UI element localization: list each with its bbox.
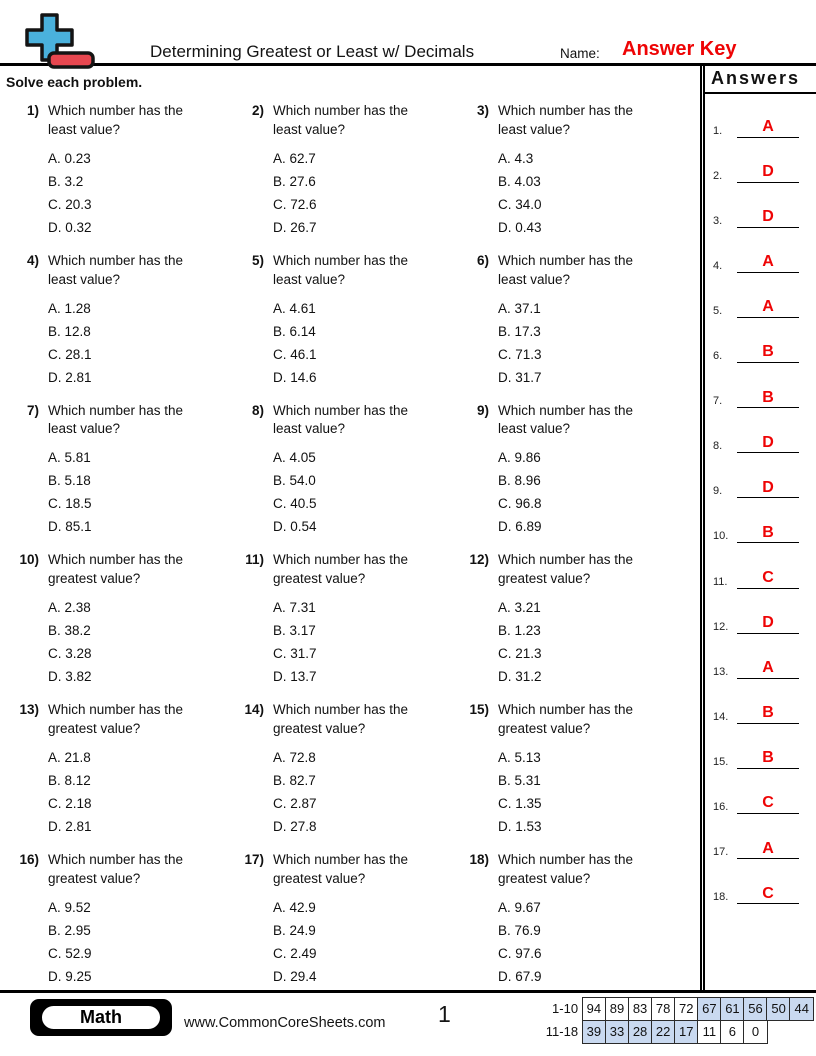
name-label: Name: — [560, 46, 600, 61]
question-grid — [0, 90, 700, 988]
answer-number: 5. — [713, 304, 723, 317]
option-a: A. 9.67 — [498, 899, 541, 915]
question-number: 4) — [26, 252, 39, 268]
question-body — [498, 701, 656, 838]
answer-item — [713, 614, 816, 634]
grading-cell: 83 — [628, 997, 653, 1021]
question-body — [498, 102, 656, 239]
option-d: D. 6.89 — [498, 519, 542, 535]
grading-cell: 89 — [605, 997, 630, 1021]
question — [458, 102, 683, 239]
option-d: D. 2.81 — [48, 818, 92, 834]
answer-letter: B — [737, 524, 799, 544]
answer-letter: D — [737, 163, 799, 183]
answer-list — [705, 94, 816, 930]
question-number: 5) — [251, 252, 264, 268]
question-prompt: Which number has the least value? — [48, 103, 184, 137]
option-c: C. 97.6 — [498, 945, 542, 961]
option-c: C. 3.28 — [48, 646, 92, 662]
answer-item — [713, 298, 816, 318]
question-options — [273, 596, 431, 688]
grading-cell: 56 — [743, 997, 768, 1021]
option-d: D. 13.7 — [273, 669, 317, 685]
question — [458, 851, 683, 988]
answer-item — [713, 163, 816, 183]
question-options — [48, 746, 206, 838]
question-number: 16) — [19, 851, 39, 867]
grading-cell: 44 — [789, 997, 814, 1021]
grading-cell: 39 — [582, 1020, 607, 1044]
option-b: B. 3.17 — [273, 623, 316, 639]
grading-row-1-cells — [583, 997, 814, 1021]
option-d: D. 2.81 — [48, 369, 92, 385]
question-body — [273, 701, 431, 838]
answer-item — [713, 118, 816, 138]
instructions: Solve each problem. — [6, 74, 143, 90]
option-c: C. 20.3 — [48, 196, 92, 212]
grading-cell: 6 — [720, 1020, 745, 1044]
answers-column — [700, 66, 816, 990]
questions-area — [0, 66, 700, 990]
question-number: 9) — [476, 402, 489, 418]
question — [233, 252, 458, 389]
answer-number: 7. — [713, 395, 723, 408]
question-number: 7) — [26, 402, 39, 418]
option-b: B. 12.8 — [48, 323, 91, 339]
question-prompt: Which number has the greatest value? — [498, 702, 634, 737]
option-b: B. 1.23 — [498, 623, 541, 639]
grading-cell: 61 — [720, 997, 745, 1021]
question-prompt: Which number has the least value? — [273, 252, 409, 287]
subject-badge — [30, 999, 172, 1036]
option-c: C. 2.18 — [48, 795, 92, 811]
question-number: 15) — [469, 702, 489, 718]
answers-title: Answers — [705, 66, 816, 94]
option-d: D. 85.1 — [48, 519, 92, 535]
question-options — [498, 147, 656, 239]
answer-letter: A — [737, 659, 799, 679]
grading-table — [537, 997, 814, 1044]
answer-item — [713, 885, 816, 905]
answer-letter: C — [737, 569, 799, 589]
option-d: D. 0.54 — [273, 519, 317, 535]
option-c: C. 28.1 — [48, 346, 92, 362]
option-d: D. 0.32 — [48, 219, 92, 235]
answer-letter: C — [737, 885, 799, 905]
option-b: B. 82.7 — [273, 772, 316, 788]
option-d: D. 14.6 — [273, 369, 317, 385]
question — [458, 402, 683, 539]
question — [233, 402, 458, 539]
grading-cell: 22 — [651, 1020, 676, 1044]
answer-letter: D — [737, 614, 799, 634]
question — [458, 701, 683, 838]
question-options — [48, 446, 206, 538]
plus-minus-logo-svg — [16, 12, 96, 70]
option-a: A. 21.8 — [48, 749, 91, 765]
question-prompt: Which number has the least value? — [498, 103, 634, 137]
answer-letter: B — [737, 389, 799, 409]
option-a: A. 5.81 — [48, 450, 91, 466]
answer-letter: A — [737, 118, 799, 138]
option-b: B. 38.2 — [48, 623, 91, 639]
answer-number: 13. — [713, 665, 729, 678]
option-c: C. 96.8 — [498, 496, 542, 512]
question-options — [498, 596, 656, 688]
question-number: 18) — [469, 851, 489, 867]
grading-cell: 78 — [651, 997, 676, 1021]
option-a: A. 5.13 — [498, 749, 541, 765]
option-d: D. 29.4 — [273, 968, 317, 984]
page-title: Determining Greatest or Least w/ Decimals — [150, 42, 475, 61]
option-a: A. 37.1 — [498, 300, 541, 316]
subject-badge-label: Math — [40, 1004, 162, 1031]
question-number: 3) — [476, 103, 489, 118]
plus-minus-logo-icon — [16, 12, 96, 75]
answer-key-label: Answer Key — [622, 38, 737, 60]
question-number: 14) — [244, 702, 264, 718]
question — [233, 102, 458, 239]
answer-letter: D — [737, 208, 799, 228]
question-body — [48, 402, 206, 539]
grading-row-1-label: 1-10 — [552, 1001, 579, 1016]
question-prompt: Which number has the least value? — [48, 402, 184, 437]
option-b: B. 24.9 — [273, 922, 316, 938]
question-options — [273, 746, 431, 838]
question-options — [273, 446, 431, 538]
question-prompt: Which number has the least value? — [273, 103, 409, 137]
option-a: A. 0.23 — [48, 150, 91, 166]
option-b: B. 8.12 — [48, 772, 91, 788]
question-body — [273, 102, 431, 239]
option-b: B. 5.18 — [48, 473, 91, 489]
question-prompt: Which number has the greatest value? — [498, 552, 634, 587]
answer-item — [713, 208, 816, 228]
question-options — [273, 297, 431, 389]
grading-row-2 — [537, 1020, 814, 1044]
option-b: B. 4.03 — [498, 173, 541, 189]
question-prompt: Which number has the least value? — [273, 402, 409, 437]
grading-cell: 50 — [766, 997, 791, 1021]
question-number: 1) — [26, 103, 39, 118]
header — [0, 0, 816, 66]
answer-letter: A — [737, 840, 799, 860]
question — [8, 102, 233, 239]
option-a: A. 2.38 — [48, 600, 91, 616]
question-prompt: Which number has the least value? — [498, 402, 634, 437]
option-b: B. 17.3 — [498, 323, 541, 339]
answer-number: 4. — [713, 259, 723, 272]
question-number: 10) — [19, 552, 39, 568]
footer — [0, 990, 816, 1056]
website-url: www.CommonCoreSheets.com — [184, 1015, 386, 1031]
question-body — [498, 551, 656, 688]
option-a: A. 9.52 — [48, 899, 91, 915]
answer-number: 3. — [713, 214, 723, 227]
answer-letter: D — [737, 434, 799, 454]
option-c: C. 21.3 — [498, 646, 542, 662]
question — [233, 551, 458, 688]
option-c: C. 31.7 — [273, 646, 317, 662]
answer-item — [713, 840, 816, 860]
question — [8, 851, 233, 988]
question-body — [48, 102, 206, 239]
answer-number: 16. — [713, 801, 729, 813]
question-number: 11) — [245, 552, 264, 568]
option-c: C. 18.5 — [48, 496, 92, 512]
option-c: C. 72.6 — [273, 196, 317, 212]
question-options — [273, 147, 431, 239]
question-body — [48, 252, 206, 389]
question-body — [273, 402, 431, 539]
page-number: 1 — [438, 1001, 451, 1027]
answer-number: 9. — [713, 485, 723, 498]
question-number: 6) — [476, 252, 489, 268]
option-b: B. 6.14 — [273, 323, 316, 339]
question — [233, 701, 458, 838]
option-c: C. 40.5 — [273, 496, 317, 512]
question-body — [48, 851, 206, 988]
question-number: 13) — [19, 702, 39, 718]
question-options — [48, 297, 206, 389]
question — [458, 551, 683, 688]
question-number: 8) — [251, 402, 264, 418]
question-prompt: Which number has the least value? — [48, 252, 184, 287]
answer-number: 11. — [713, 575, 728, 588]
question-body — [48, 551, 206, 688]
option-c: C. 46.1 — [273, 346, 317, 362]
question-options — [48, 147, 206, 239]
option-a: A. 9.86 — [498, 450, 541, 466]
question-body — [273, 551, 431, 688]
question — [233, 851, 458, 988]
option-a: A. 4.3 — [498, 150, 534, 166]
answer-item — [713, 704, 816, 724]
answer-item — [713, 659, 816, 679]
option-a: A. 1.28 — [48, 300, 91, 316]
answer-number: 6. — [713, 350, 723, 363]
answer-number: 8. — [713, 440, 723, 453]
option-b: B. 54.0 — [273, 473, 316, 489]
question-body — [498, 851, 656, 988]
answer-number: 10. — [713, 530, 729, 543]
answer-item — [713, 343, 816, 363]
question-options — [498, 896, 656, 988]
option-b: B. 5.31 — [498, 772, 541, 788]
question — [8, 402, 233, 539]
grading-row-2-label: 11-18 — [545, 1023, 579, 1039]
answer-item — [713, 524, 816, 544]
answer-letter: C — [737, 794, 799, 814]
answer-item — [713, 569, 816, 589]
question — [8, 701, 233, 838]
answer-item — [713, 749, 816, 769]
option-d: D. 3.82 — [48, 669, 92, 685]
answer-letter: B — [737, 343, 799, 363]
answer-number: 18. — [713, 891, 729, 904]
option-c: C. 52.9 — [48, 945, 92, 961]
main-area — [0, 66, 816, 990]
option-a: A. 42.9 — [273, 899, 316, 915]
option-a: A. 7.31 — [273, 600, 316, 616]
grading-cell: 28 — [628, 1020, 653, 1044]
grading-cell: 94 — [582, 997, 607, 1021]
question-number: 17) — [244, 851, 264, 867]
grading-row-1 — [537, 997, 814, 1021]
option-d: D. 67.9 — [498, 968, 542, 984]
question-prompt: Which number has the least value? — [498, 252, 634, 287]
answer-letter: D — [737, 479, 799, 499]
option-d: D. 27.8 — [273, 818, 317, 834]
answer-letter: B — [737, 704, 799, 724]
option-a: A. 3.21 — [498, 600, 541, 616]
answer-number: 12. — [713, 620, 729, 633]
question-body — [273, 252, 431, 389]
question-prompt: Which number has the greatest value? — [498, 851, 634, 886]
question-body — [273, 851, 431, 988]
option-d: D. 26.7 — [273, 219, 317, 235]
answer-item — [713, 389, 816, 409]
answer-number: 17. — [713, 846, 729, 859]
option-b: B. 27.6 — [273, 173, 316, 189]
answer-number: 2. — [713, 169, 723, 182]
option-d: D. 9.25 — [48, 968, 92, 984]
grading-cell: 11 — [697, 1020, 722, 1044]
question-options — [48, 896, 206, 988]
answer-item — [713, 479, 816, 499]
option-c: C. 2.87 — [273, 795, 317, 811]
question-prompt: Which number has the greatest value? — [273, 702, 409, 737]
answer-letter: B — [737, 749, 799, 769]
question-number: 12) — [469, 552, 489, 568]
grading-row-2-cells — [583, 1020, 768, 1044]
grading-cell: 33 — [605, 1020, 630, 1044]
option-a: A. 4.05 — [273, 450, 316, 466]
question-prompt: Which number has the greatest value? — [273, 552, 409, 587]
question-prompt: Which number has the greatest value? — [48, 702, 184, 737]
option-b: B. 2.95 — [48, 922, 91, 938]
option-d: D. 1.53 — [498, 818, 542, 834]
answer-number: 1. — [713, 124, 723, 137]
option-c: C. 71.3 — [498, 346, 542, 362]
option-b: B. 3.2 — [48, 173, 84, 189]
grading-cell: 72 — [674, 997, 699, 1021]
question — [458, 252, 683, 389]
option-c: C. 2.49 — [273, 945, 317, 961]
option-d: D. 31.7 — [498, 369, 542, 385]
question-options — [48, 596, 206, 688]
question-options — [273, 896, 431, 988]
question-prompt: Which number has the greatest value? — [48, 851, 184, 886]
question-options — [498, 446, 656, 538]
option-a: A. 4.61 — [273, 300, 316, 316]
answer-letter: A — [737, 253, 799, 273]
option-a: A. 72.8 — [273, 749, 316, 765]
grading-cell: 67 — [697, 997, 722, 1021]
option-d: D. 31.2 — [498, 669, 542, 685]
question — [8, 252, 233, 389]
answer-number: 14. — [713, 710, 729, 723]
option-d: D. 0.43 — [498, 219, 542, 235]
option-c: C. 34.0 — [498, 196, 542, 212]
question-body — [48, 701, 206, 838]
question-prompt: Which number has the greatest value? — [273, 851, 409, 886]
question-options — [498, 746, 656, 838]
grading-cell: 0 — [743, 1020, 768, 1044]
question-options — [498, 297, 656, 389]
option-c: C. 1.35 — [498, 795, 542, 811]
question-number: 2) — [251, 103, 264, 118]
answer-item — [713, 434, 816, 454]
question-prompt: Which number has the greatest value? — [48, 552, 184, 587]
option-b: B. 76.9 — [498, 922, 541, 938]
option-a: A. 62.7 — [273, 150, 316, 166]
answer-item — [713, 794, 816, 814]
grading-cell: 17 — [674, 1020, 699, 1044]
question-body — [498, 252, 656, 389]
question-body — [498, 402, 656, 539]
question — [8, 551, 233, 688]
answer-letter: A — [737, 298, 799, 318]
answer-item — [713, 253, 816, 273]
answer-number: 15. — [713, 755, 729, 768]
option-b: B. 8.96 — [498, 473, 541, 489]
